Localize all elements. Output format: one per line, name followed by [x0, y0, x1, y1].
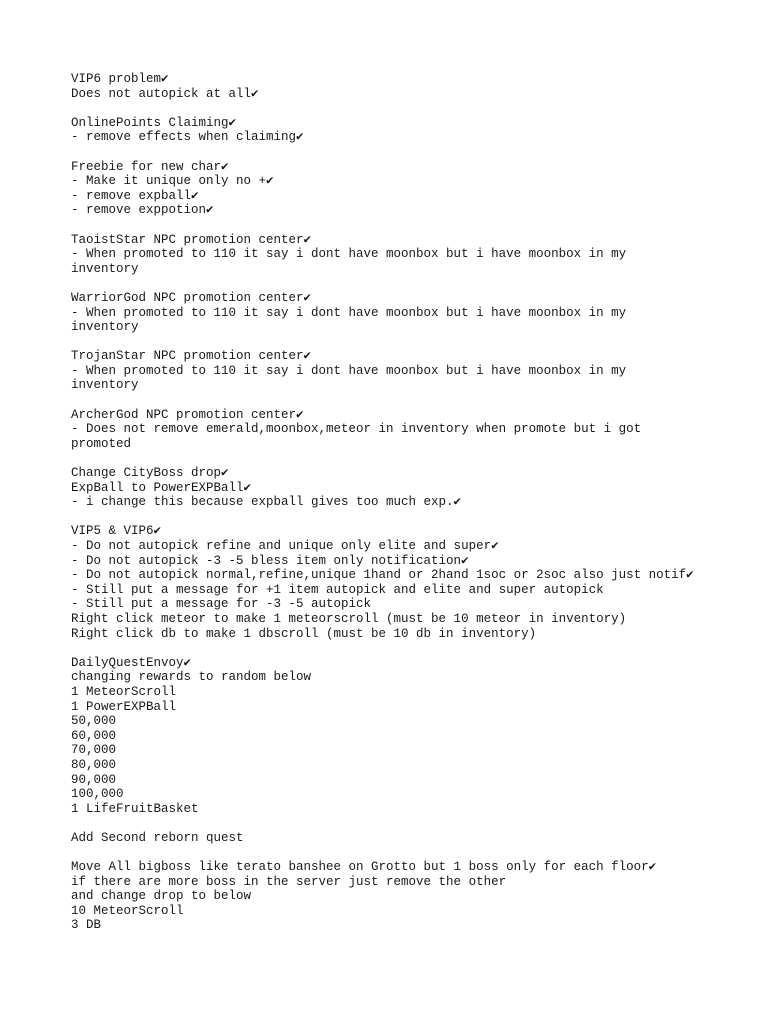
note-section: [71, 656, 761, 817]
note-line: - When promoted to 110 it say i dont have moonbox but i have moonbox in my: [71, 363, 627, 378]
note-line: - Do not autopick refine and unique only elite and super✔: [71, 539, 499, 553]
note-line: - Does not remove emerald,moonbox,meteor in inventory when promote but i got: [71, 422, 642, 437]
note-line: - i change this because expball gives too much exp.✔: [71, 495, 462, 510]
note-line: - When promoted to 110 it say i dont have moonbox but i have moonbox in my: [71, 247, 627, 262]
note-line: ExpBall to PowerEXPBall✔: [71, 480, 252, 495]
note-line: 1 PowerEXPBall: [71, 699, 177, 714]
note-line: changing rewards to random below: [71, 670, 312, 685]
note-line: 80,000: [71, 757, 117, 772]
note-line: - Still put a message for -3 -5 autopick: [71, 597, 372, 612]
note-section: [71, 160, 761, 218]
note-section: [71, 349, 761, 393]
note-line: - Do not autopick -3 -5 bless item only notification✔: [71, 553, 469, 568]
note-line: inventory: [71, 320, 139, 335]
note-line: - When promoted to 110 it say i dont have moonbox but i have moonbox in my: [71, 305, 627, 320]
note-section: [71, 466, 761, 510]
section-heading: Add Second reborn quest: [71, 830, 244, 845]
note-section: [71, 72, 761, 101]
note-line: Does not autopick at all✔: [71, 86, 259, 101]
note-line: Right click db to make 1 dbscroll (must be 10 db in inventory): [71, 626, 537, 641]
note-line: 90,000: [71, 772, 117, 787]
note-line: inventory: [71, 378, 139, 393]
note-line: - Do not autopick normal,refine,unique 1hand or 2hand 1soc or 2soc also just notif✔: [71, 568, 694, 583]
section-heading: TaoistStar NPC promotion center✔: [71, 232, 312, 247]
note-section: [71, 291, 761, 335]
section-heading: Freebie for new char✔: [71, 159, 229, 174]
section-heading: VIP6 problem✔: [71, 72, 169, 86]
section-heading: Change CityBoss drop✔: [71, 466, 229, 481]
note-line: - remove effects when claiming✔: [71, 130, 304, 145]
note-line: - remove expball✔: [71, 188, 199, 203]
note-line: inventory: [71, 261, 139, 276]
note-line: 50,000: [71, 714, 117, 729]
note-section: [71, 524, 761, 641]
note-line: 60,000: [71, 728, 117, 743]
section-heading: WarriorGod NPC promotion center✔: [71, 290, 312, 305]
note-line: 3 DB: [71, 918, 102, 933]
section-heading: VIP5 & VIP6✔: [71, 524, 162, 539]
note-line: 1 MeteorScroll: [71, 684, 177, 699]
section-heading: OnlinePoints Claiming✔: [71, 115, 237, 130]
section-heading: DailyQuestEnvoy✔: [71, 655, 192, 670]
note-line: 1 LifeFruitBasket: [71, 801, 199, 816]
section-heading: TrojanStar NPC promotion center✔: [71, 349, 312, 364]
note-line: and change drop to below: [71, 889, 252, 904]
note-line: 70,000: [71, 743, 117, 758]
note-line: promoted: [71, 436, 132, 451]
note-line: - Make it unique only no +✔: [71, 174, 274, 189]
note-section: [71, 831, 761, 846]
section-heading: ArcherGod NPC promotion center✔: [71, 407, 304, 422]
note-section: [71, 408, 761, 452]
note-line: 10 MeteorScroll: [71, 903, 184, 918]
note-section: [71, 233, 761, 277]
note-section: [71, 860, 761, 933]
note-line: - remove exppotion✔: [71, 203, 214, 218]
section-heading: Move All bigboss like terato banshee on Grotto but 1 boss only for each floor✔: [71, 860, 657, 875]
note-line: 100,000: [71, 787, 124, 802]
note-line: - Still put a message for +1 item autopick and elite and super autopick: [71, 582, 604, 597]
document-body: [71, 72, 761, 948]
note-line: Right click meteor to make 1 meteorscroll (must be 10 meteor in inventory): [71, 611, 627, 626]
note-line: if there are more boss in the server just remove the other: [71, 874, 507, 889]
note-section: [71, 116, 761, 145]
